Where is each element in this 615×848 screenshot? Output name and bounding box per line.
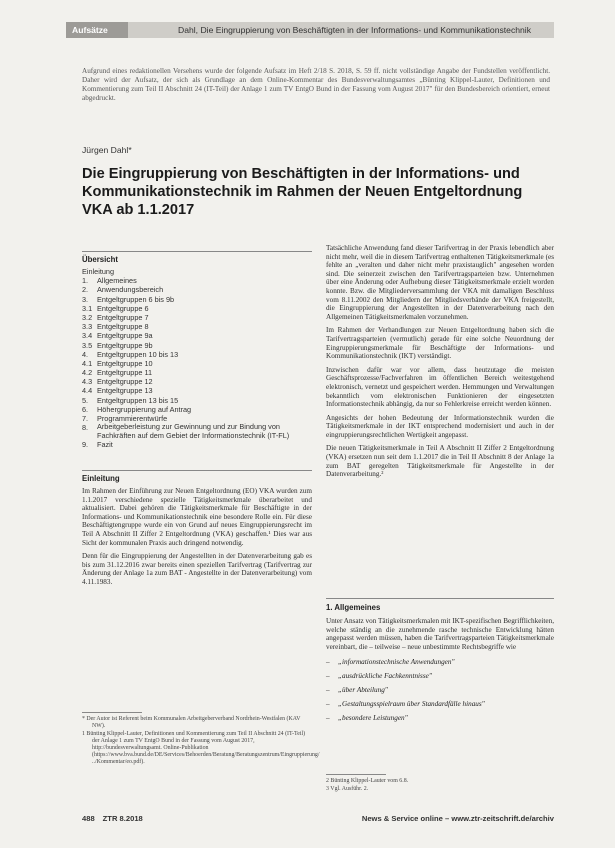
toc-item: [82, 341, 312, 350]
toc-item: [82, 405, 312, 414]
list-item: – „besondere Leistungen": [326, 714, 408, 723]
toc-number: 3.: [82, 294, 89, 304]
toc-item: [82, 267, 312, 276]
toc-label: Entgeltgruppe 10: [97, 358, 153, 368]
toc-label: Entgeltgruppe 6: [97, 303, 149, 313]
toc-item: [82, 386, 312, 395]
toc-item: [82, 423, 312, 440]
toc-item: [82, 359, 312, 368]
toc-label: Allgemeines: [97, 276, 137, 286]
article-title: Die Eingruppierung von Beschäftigten in der Informations- und Kommunikationstechnik im Rahmen der Neuen Entgeltordnung VKA ab 1.1.2017: [82, 166, 523, 218]
toc-label: Fazit: [97, 440, 113, 450]
footnotes-right: [326, 774, 554, 794]
toc-number: 2.: [82, 285, 89, 295]
author: Jürgen Dahl*: [82, 145, 132, 155]
introduction-section: [82, 470, 312, 592]
toc-number: 1.: [82, 276, 89, 286]
general-section: [326, 598, 554, 725]
toc-label: Höhergruppierung auf Antrag: [97, 404, 192, 414]
toc-number: 3.5: [82, 340, 93, 350]
toc-label: Arbeitgeberleistung zur Gewinnung und zur Bindung von Fachkräften auf dem Gebiet der Informationstechnik (IT-FL): [97, 422, 290, 440]
toc-number: 4.1: [82, 358, 93, 368]
overview-heading: Übersicht: [82, 255, 118, 264]
footnote-divider: [326, 774, 386, 775]
toc-item: [82, 313, 312, 322]
toc-label: Entgeltgruppen 13 bis 15: [97, 395, 179, 405]
running-title: Dahl, Die Eingruppierung von Beschäftigten in der Informations- und Kommunikationstechnik: [178, 25, 532, 35]
toc-number: 3.4: [82, 331, 93, 341]
section-label: Aufsätze: [66, 22, 128, 38]
toc-label: Einleitung: [82, 267, 115, 276]
toc-item: [82, 295, 312, 304]
general-body: Unter Ansatz von Tätigkeitsmerkmalen mit IKT-spezifischen Begrifflichkeiten, welche ständig an die zunehmende rasche technische Entwicklung hätten angepasst werden müssen, haben die Tarifvertragsparteien Tätigkeitsmerkmale vereinbart, die – teilweise – neue unbestimmte Rechtsbegriffe wie: [326, 617, 555, 651]
toc-number: 4.2: [82, 368, 93, 378]
introduction-heading: Einleitung: [82, 474, 120, 483]
toc-item: [82, 285, 312, 294]
general-heading: 1. Allgemeines: [326, 603, 381, 612]
paragraph: Inzwischen dafür war vor allem, dass heutzutage die meisten Geschäftsprozesse/Fachverfahren im öffentlichen Bereich weitestgehend elektronisch, vernetzt und gespeichert werden. Hemmungen und Verwaltungen bekanntlich vom elektronischen Funktionieren der eingesetzten Informationstechnik abhängig, da nur so Fehlerkreise erreicht werden können.: [326, 365, 554, 409]
toc-label: Anwendungsbereich: [97, 285, 164, 295]
page-number: 488: [82, 814, 95, 823]
list-item: – „informationstechnische Anwendungen": [326, 658, 455, 667]
toc-number: 5.: [82, 395, 89, 405]
divider: [82, 470, 312, 471]
toc-label: Entgeltgruppe 9a: [97, 331, 153, 341]
toc-label: Entgeltgruppe 9b: [97, 340, 153, 350]
list-item: – „über Abteilung": [326, 686, 388, 695]
introduction-body: [82, 487, 312, 587]
legal-terms-list: [326, 655, 554, 725]
toc-number: 7.: [82, 414, 89, 423]
right-column-body: [326, 244, 554, 484]
toc-item: [82, 368, 312, 377]
toc-label: Entgeltgruppen 10 bis 13: [97, 349, 179, 359]
paragraph: Im Rahmen der Einführung zur Neuen Entgeltordnung (EO) VKA wurden zum 1.1.2017 verschiedene spezielle Tätigkeitsmerkmale überarbeitet und aktualisiert. Dabei gehören die Tätigkeitsmerkmale für Beschäftigte in der Informations- und Kommunikationstechnik eine besondere Rolle ein. Für diese Beschäftigtengruppe wurde ein von Grund auf neues Eingruppierungsrecht im Teil A Abschnitt II Ziffer 2 Entgeltordnung (VKA) geschaffen.¹ Dies war aus Sicht der kommunalen Praxis auch dringend notwendig.: [82, 487, 312, 547]
toc-number: 6.: [82, 404, 89, 414]
toc-item: [82, 322, 312, 331]
footnotes-left: [82, 712, 320, 767]
toc-item: [82, 304, 312, 313]
toc-item: [82, 331, 312, 340]
page-header: [66, 22, 554, 38]
archive-link[interactable]: News & Service online – www.ztr-zeitschrift.de/archiv: [361, 814, 554, 823]
toc-number: 4.4: [82, 386, 93, 396]
toc-item: [82, 350, 312, 359]
toc-item: [82, 440, 312, 449]
paragraph: Die neuen Tätigkeitsmerkmale in Teil A Abschnitt II Ziffer 2 Entgeltordnung (VKA) ersetzen nun seit dem 1.1.2017 die in Teil II Abschnitt 8 der Anlage 1a zum BAT geregelten Tätigkeitsmerkmale für Angestellte in der Datenverarbeitung.²: [326, 444, 554, 479]
paragraph: Denn für die Eingruppierung der Angestellten in der Datenverarbeitung gab es bis zum 31.12.2016 zwar bereits einen speziellen Tarifvertrag (Tarifvertrag zur Änderung der Anlage 1a zum BAT - Angestellte in der Datenverarbeitung) vom 4.11.1983.: [82, 552, 312, 586]
footnote: * Der Autor ist Referent beim Kommunalen Arbeitgeberverband Nordrhein-Westfalen (KAV NW).: [82, 716, 301, 729]
toc-label: Entgeltgruppen 6 bis 9b: [97, 294, 175, 304]
toc-number: 3.1: [82, 303, 93, 313]
toc-label: Entgeltgruppe 11: [97, 368, 153, 378]
footnote: 1 Bünting Klippel-Lauter, Definitionen und Kommentierung zum Teil II Abschnitt 24 (IT-Teil) der Anlage 1 zum TV EntgO Bund in der Fassung vom August 2017, http://bundesverwaltungsamt. Online-Publikation (https://www.bva.bund.de/DE/Services/Behoerden/Beratung/Beratungszentrum/Eingruppierung/ ../Kommentar/eo.pdf).: [82, 731, 320, 765]
paragraph: Im Rahmen der Verhandlungen zur Neuen Entgeltordnung haben sich die Tarifvertragsparteien (vermutlich) gerade für eine solche Neuordnung der Eingruppierungsmerkmale für Beschäftigte der Informations- und Kommunikationstechnik (IKT) verständigt.: [326, 326, 554, 361]
toc-item: [82, 396, 312, 405]
footnote: 2 Bünting Klippel-Lauter vom 6.8.: [326, 778, 409, 784]
footnote-divider: [82, 712, 142, 713]
toc-number: 9.: [82, 440, 89, 450]
toc-label: Entgeltgruppe 7: [97, 312, 149, 322]
footnote: 3 Vgl. Ausführ. 2.: [326, 786, 369, 792]
toc-number: 3.2: [82, 312, 93, 322]
divider: [82, 251, 312, 252]
toc-item: [82, 276, 312, 285]
toc-list: [82, 267, 312, 450]
paragraph: Angesichts der hohen Bedeutung der Informationstechnik wurden die Tätigkeitsmerkmale in der IKT entsprechend modernisiert und auch in der eingruppierungsrechtlichen Wertigkeit angepasst.: [326, 413, 554, 439]
list-item: – „Gestaltungsspielraum über Standardfälle hinaus": [326, 700, 485, 709]
list-item: – „ausdrückliche Fachkenntnisse": [326, 672, 432, 681]
toc-label: Entgeltgruppe 13: [97, 386, 153, 396]
toc-item: [82, 377, 312, 386]
toc-label: Entgeltgruppe 8: [97, 322, 149, 332]
toc-number: 4.: [82, 349, 89, 359]
toc-number: 4.3: [82, 377, 93, 387]
journal-issue: ZTR 8.2018: [102, 814, 143, 823]
editorial-note: Aufgrund eines redaktionellen Versehens wurde der folgende Aufsatz im Heft 2/18 S. 2018, S. 59 ff. nicht vollständige Angabe der Fundstellen veröffentlicht. Daher wird der Aufsatz, der sich als Grundlage an dem Online-Kommentar des Bundesverwaltungsamtes „Bünting Klippel-Lauter, Definitionen und Kommentierung zum Teil II Abschnitt 24 (IT-Teil) der Anlage 1 zum TV EntgO Bund in der Fassung vom August 2017" für den Bundesbereich orientiert, erneut abgedruckt.: [82, 67, 550, 102]
paragraph: Tatsächliche Anwendung fand dieser Tarifvertrag in der Praxis lebendlich aber nicht mehr, weil die in diesem Tarifvertrag enthaltenen Tätigkeitsmerkmale (es fehlte an „veralten und daher nicht mehr praxistauglich" angesehen worden sind. Die seinerzeit zwischen den Tarifvertragsparteien bzw. Unternehmen über eine Änderung oder Aufhebung dieser Tätigkeitsmerkmale erzielt worden konnte. Bzw. die Mitgliederversammlung der VKA mit damaligen Beschluss vom 8.11.2002 den Mitgliedern der Mitgliedsverbände der VKA freigestellt, die Eingruppierung der Angestellten in der Datenverarbeitung nach den Allgemeinen Tätigkeitsmerkmalen vorzunehmen.: [326, 244, 554, 321]
toc-label: Entgeltgruppe 12: [97, 377, 153, 387]
toc-label: Programmierentwürfe: [97, 414, 168, 423]
divider: [326, 598, 554, 599]
toc-number: 8.: [82, 423, 89, 433]
table-of-contents: [82, 251, 312, 450]
toc-number: 3.3: [82, 322, 93, 332]
